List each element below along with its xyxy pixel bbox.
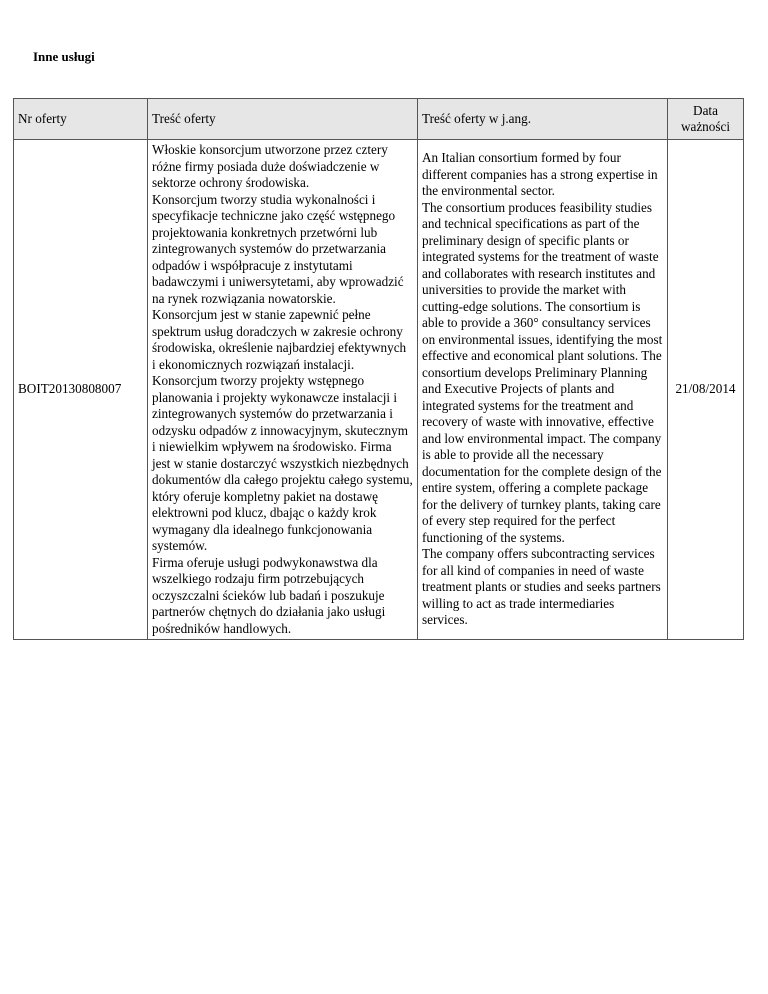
header-expiry-date <box>668 99 744 140</box>
offer-content-paragraph: Konsorcjum tworzy studia wykonalności i specyfikacje techniczne jako część wstępnego projektowania konkretnych przetwórni lub zintegrowanych systemów do przetwarzania odpadów i współpracuje z instytutami badawczymi i uniwersytetami, aby wprowadzić na rynek rozwiązania nowatorskie. <box>152 191 404 306</box>
offer-number-cell: BOIT20130808007 <box>14 140 148 640</box>
header-expiry-date-line1: Data <box>693 103 718 118</box>
offer-content-english-paragraph: An Italian consortium formed by four different companies has a strong expertise in the environmental sector. <box>422 150 658 199</box>
offer-content-paragraph: Konsorcjum tworzy projekty wstępnego planowania i projekty wykonawcze instalacji i zintegrowanych systemów do przetwarzania i odzysku odpadów z innowacyjnym, skutecznym i niewielkim wpływem na środowisko. Firma jest w stanie dostarczyć wszystkich niezbędnych dokumentów dla całego projektu całego systemu, który oferuje kompletny pakiet na dostawę elektrowni pod klucz, dbając o każdy krok wymagany dla idealnego funkcjonowania systemów. <box>152 373 413 553</box>
table-row <box>14 140 744 640</box>
offer-content-english-cell <box>418 140 668 640</box>
header-offer-content-english: Treść oferty w j.ang. <box>418 99 668 140</box>
expiry-date-cell: 21/08/2014 <box>668 140 744 640</box>
offer-content-english-paragraph: The company offers subcontracting services for all kind of companies in need of waste treatment plants or studies and seeks partners willing to act as trade intermediaries services. <box>422 546 661 628</box>
section-title: Inne usługi <box>33 49 95 64</box>
offer-content-paragraph: Konsorcjum jest w stanie zapewnić pełne spektrum usług doradczych w zakresie ochrony środowiska, określenie najbardziej efektywnych i ekonomicznych rozwiązań instalacji. <box>152 307 407 372</box>
offer-content-paragraph: Firma oferuje usługi podwykonawstwa dla wszelkiego rodzaju firm potrzebujących oczyszczalni ścieków lub badań i poszukuje partnerów chętnych do działania jako usługi pośredników handlowych. <box>152 554 386 636</box>
offer-content-paragraph: Włoskie konsorcjum utworzone przez cztery różne firmy posiada duże doświadczenie w sektorze ochrony środowiska. <box>152 142 388 190</box>
offer-content-cell <box>148 140 418 640</box>
offers-table <box>13 98 744 640</box>
header-offer-number: Nr oferty <box>14 99 148 140</box>
header-expiry-date-line2: ważności <box>680 119 731 134</box>
header-offer-content: Treść oferty <box>148 99 418 140</box>
offer-content-english-paragraph: The consortium produces feasibility studies and technical specifications as part of the preliminary design of specific plants or integrated systems for the treatment of waste and collaborates with research institutes and universities to provide the market with cutting-edge solutions. The consortium is able to provide a 360° consultancy services on environmental issues, identifying the most effective and economical plant solutions. The consortium develops Preliminary Planning and Executive Projects of plants and integrated systems for the treatment and recovery of waste with innovative, effective and low environmental impact. The company is able to provide all the necessary documentation for the complete design of the entire system, offering a complete package for the delivery of turnkey plants, taking care of every step required for the perfect functioning of the systems. <box>422 199 663 545</box>
table-header-row <box>14 99 744 140</box>
